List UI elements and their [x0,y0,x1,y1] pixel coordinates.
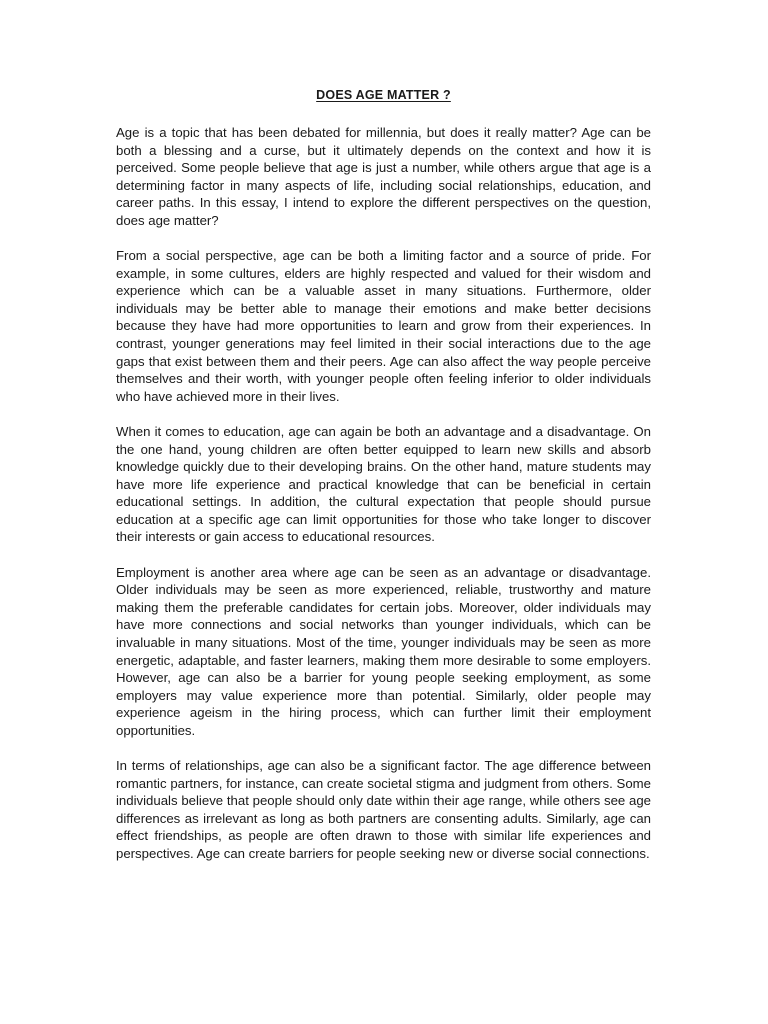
paragraph-relationships: In terms of relationships, age can also be a significant factor. The age difference between romantic partners, for instance, can create societal stigma and judgment from others. Some individuals believe that people should only date within their age range, while others see age differences as irrelevant as long as both partners are consenting adults. Similarly, age can effect friendships, as people are often drawn to those with similar life experiences and perspectives. Age can create barriers for people seeking new or diverse social connections. [116,758,651,861]
document-page [116,88,651,880]
paragraph-introduction: Age is a topic that has been debated for millennia, but does it really matter? Age can be both a blessing and a curse, but it ultimately depends on the context and how it is perceived. Some people believe that age is just a number, while others argue that age is a determining factor in many aspects of life, including social relationships, education, and career paths. In this essay, I intend to explore the different perspectives on the question, does age matter? [116,125,651,228]
document-title: DOES AGE MATTER ? [316,88,451,102]
paragraph-employment: Employment is another area where age can be seen as an advantage or disadvantage. Older individuals may be seen as more experienced, reliable, trustworthy and mature making them the preferable candidates for certain jobs. Moreover, older individuals may have more connections and social networks than younger individuals, which can be invaluable in many situations. Most of the time, younger individuals may be seen as more energetic, adaptable, and faster learners, making them more desirable to some employers. However, age can also be a barrier for young people seeking employment, as some employers may value experience more than potential. Similarly, older people may experience ageism in the hiring process, which can further limit their employment opportunities. [116,564,651,738]
paragraph-social-perspective: From a social perspective, age can be both a limiting factor and a source of pride. For example, in some cultures, elders are highly respected and valued for their wisdom and experience which can be a valuable asset in many situations. Furthermore, older individuals may be better able to manage their emotions and make better decisions because they have had more opportunities to learn and grow from their experiences. In contrast, younger generations may feel limited in their social interactions due to the age gaps that exist between them and their peers. Age can also affect the way people perceive themselves and their worth, with younger people often feeling inferior to older individuals who have achieved more in their lives. [116,248,651,404]
paragraph-education: When it comes to education, age can again be both an advantage and a disadvantage. On the one hand, young children are often better equipped to learn new skills and absorb knowledge quickly due to their developing brains. On the other hand, mature students may have more life experience and practical knowledge that can be beneficial in certain educational settings. In addition, the cultural expectation that people should pursue education at a specific age can limit opportunities for those who take longer to discover their interests or gain access to educational resources. [116,423,651,545]
